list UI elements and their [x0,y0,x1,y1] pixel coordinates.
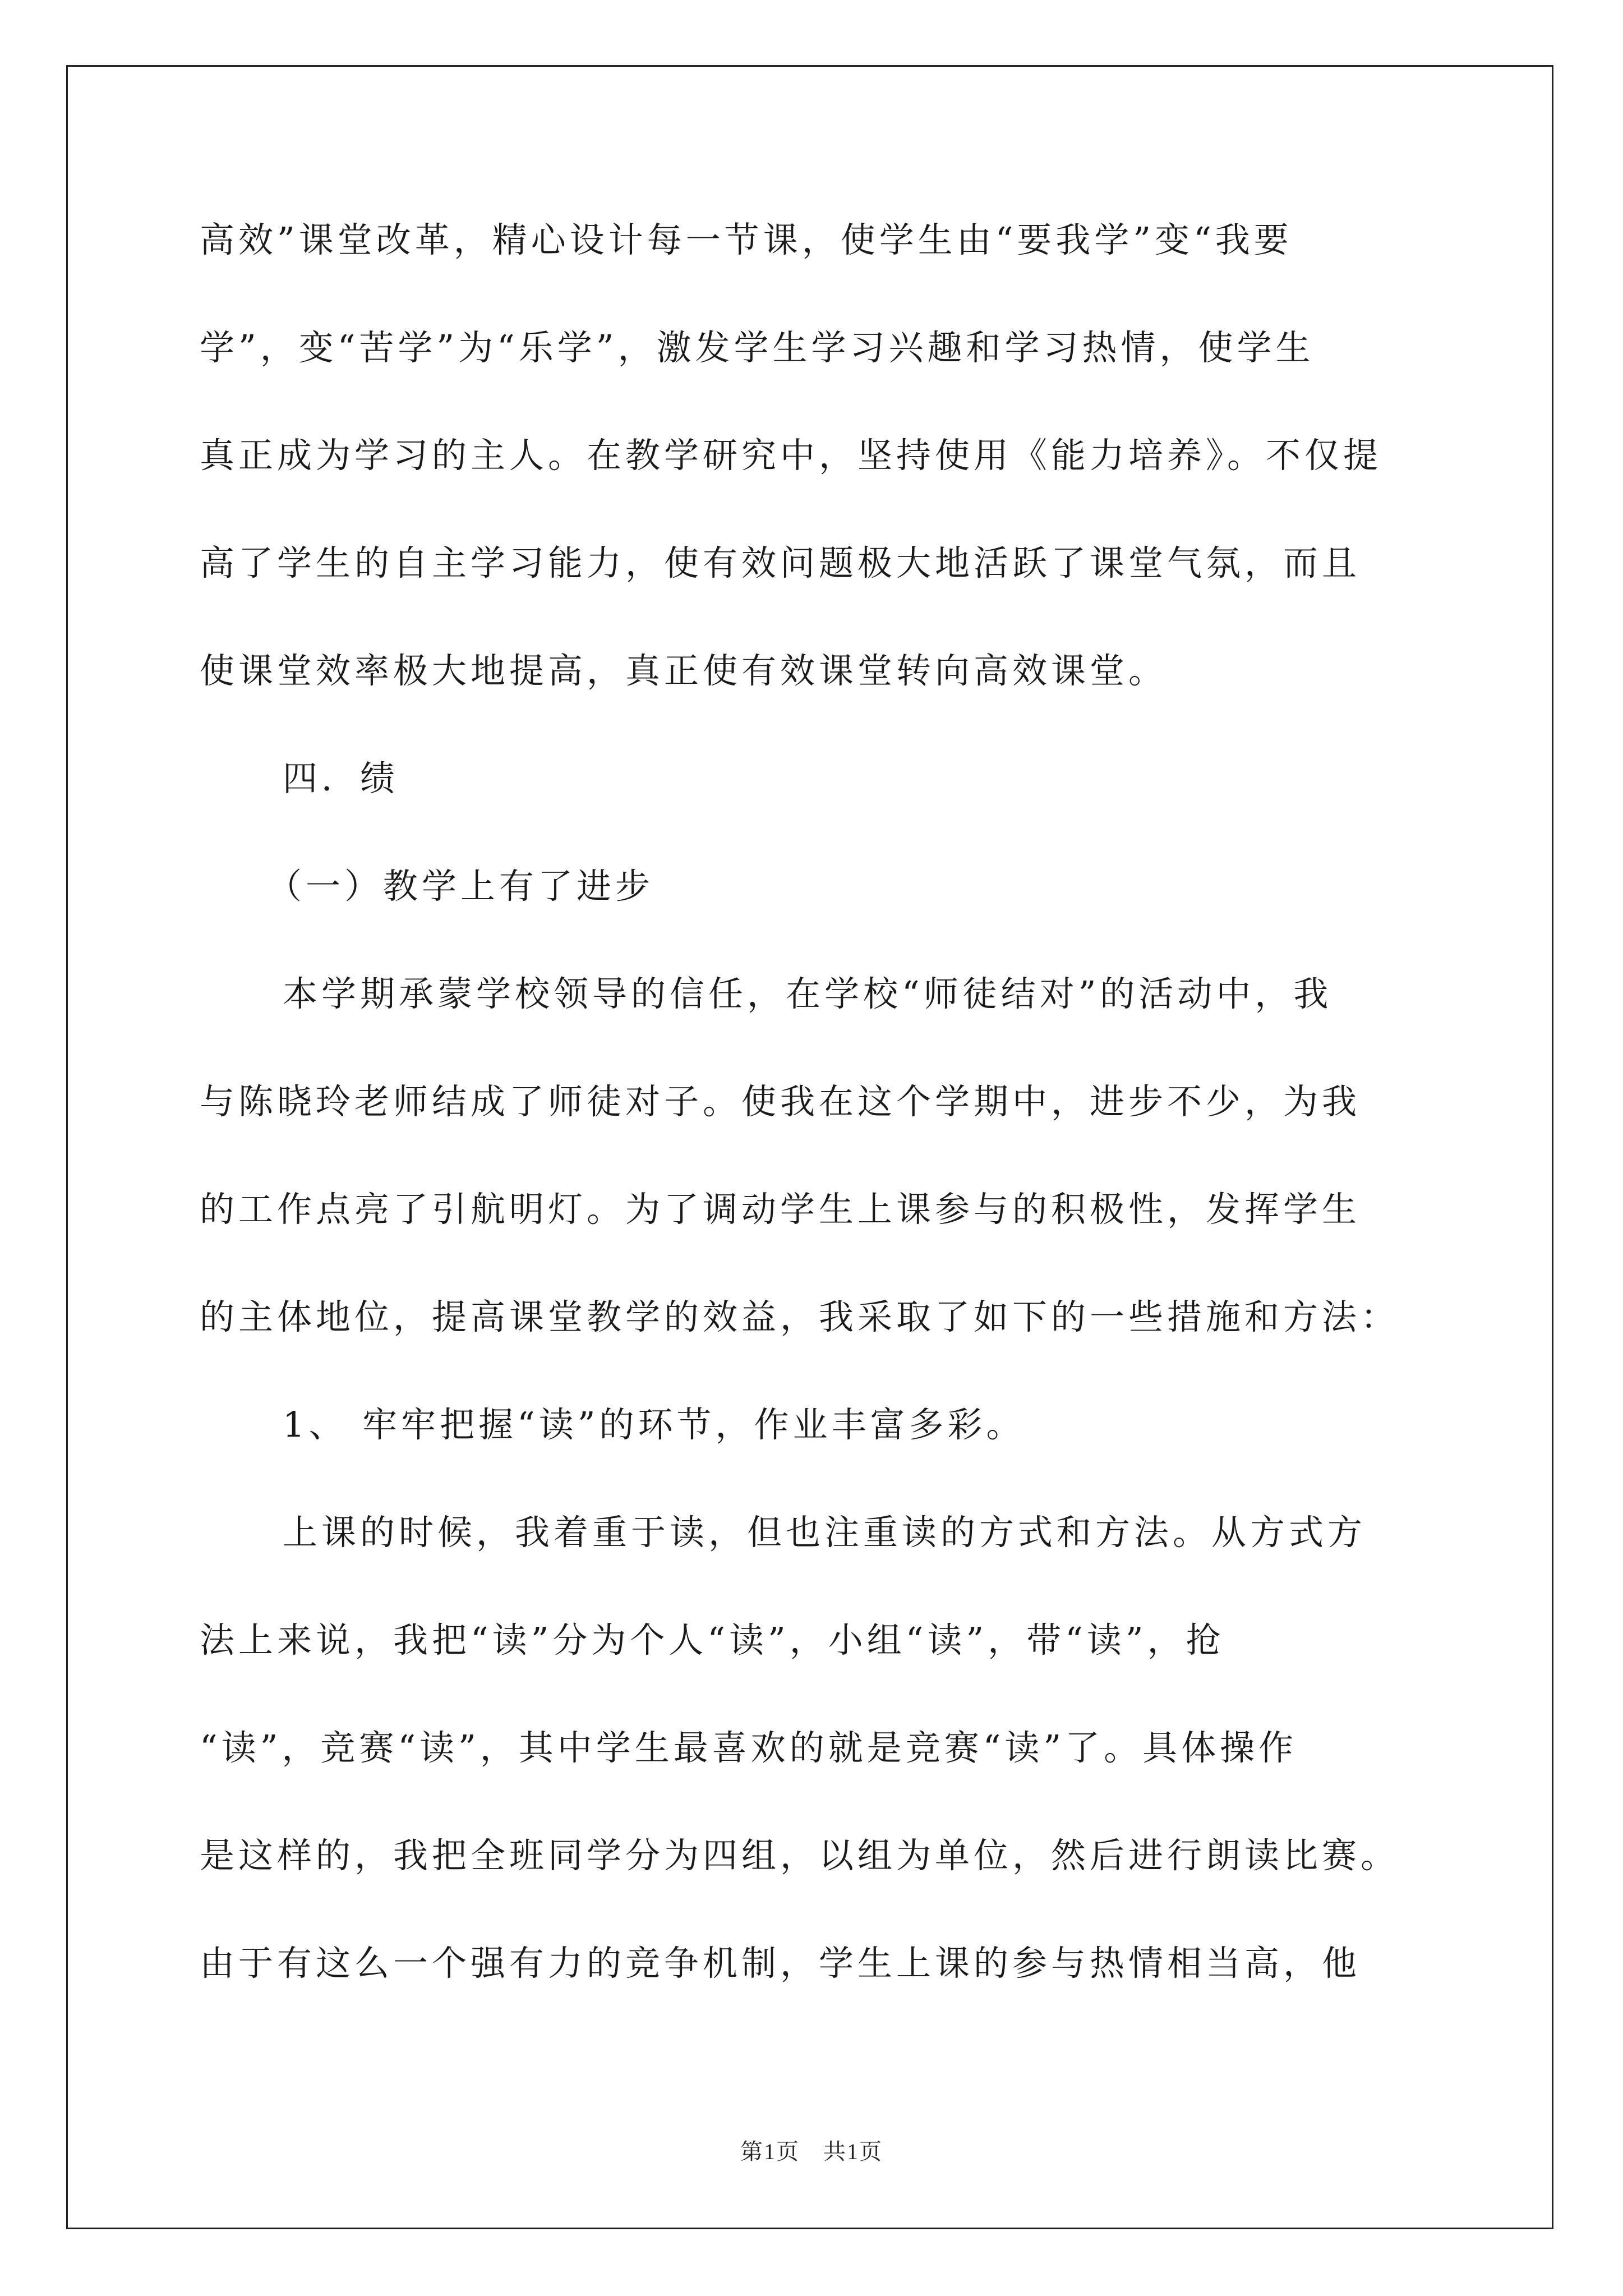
paragraph-line: 的主体地位，提高课堂教学的效益，我采取了如下的一些措施和方法： [200,1296,1400,1337]
section-heading: 四．绩 [283,758,399,799]
paragraph-line: 高了学生的自主学习能力，使有效问题极大地活跃了课堂气氛，而且 [200,542,1361,583]
paragraph-line: “读”，竞赛“读”，其中学生最喜欢的就是竞赛“读”了。具体操作 [200,1727,1298,1768]
list-item-heading: 1、 牢牢把握“读”的环节，作业丰富多彩。 [283,1404,1025,1445]
paragraph-line: 高效”课堂改革，精心设计每一节课，使学生由“要我学”变“我要 [200,219,1293,260]
paragraph-line: 法上来说，我把“读”分为个人“读”，小组“读”，带“读”，抢 [200,1619,1225,1660]
document-body [200,213,1456,2044]
paragraph-line: 与陈晓玲老师结成了师徒对子。使我在这个学期中，进步不少，为我 [200,1081,1361,1122]
page-footer: 第1页 共1页 [740,2139,883,2164]
subsection-heading: （一）教学上有了进步 [267,866,654,907]
paragraph-line: 学”，变“苦学”为“乐学”，激发学生学习兴趣和学习热情，使学生 [200,327,1315,368]
paragraph-line: 的工作点亮了引航明灯。为了调动学生上课参与的积极性，发挥学生 [200,1189,1361,1230]
paragraph-line: 是这样的，我把全班同学分为四组，以组为单位，然后进行朗读比赛。 [200,1835,1400,1876]
paragraph-line: 由于有这么一个强有力的竞争机制，学生上课的参与热情相当高，他 [200,1943,1361,1984]
paragraph-line: 真正成为学习的主人。在教学研究中，坚持使用《能力培养》。不仅提 [200,435,1382,476]
paragraph-line: 上课的时候，我着重于读，但也注重读的方式和方法。从方式方 [283,1512,1367,1553]
paragraph-line: 本学期承蒙学校领导的信任，在学校“师徒结对”的活动中，我 [283,973,1332,1014]
paragraph-line: 使课堂效率极大地提高，真正使有效课堂转向高效课堂。 [200,650,1168,691]
